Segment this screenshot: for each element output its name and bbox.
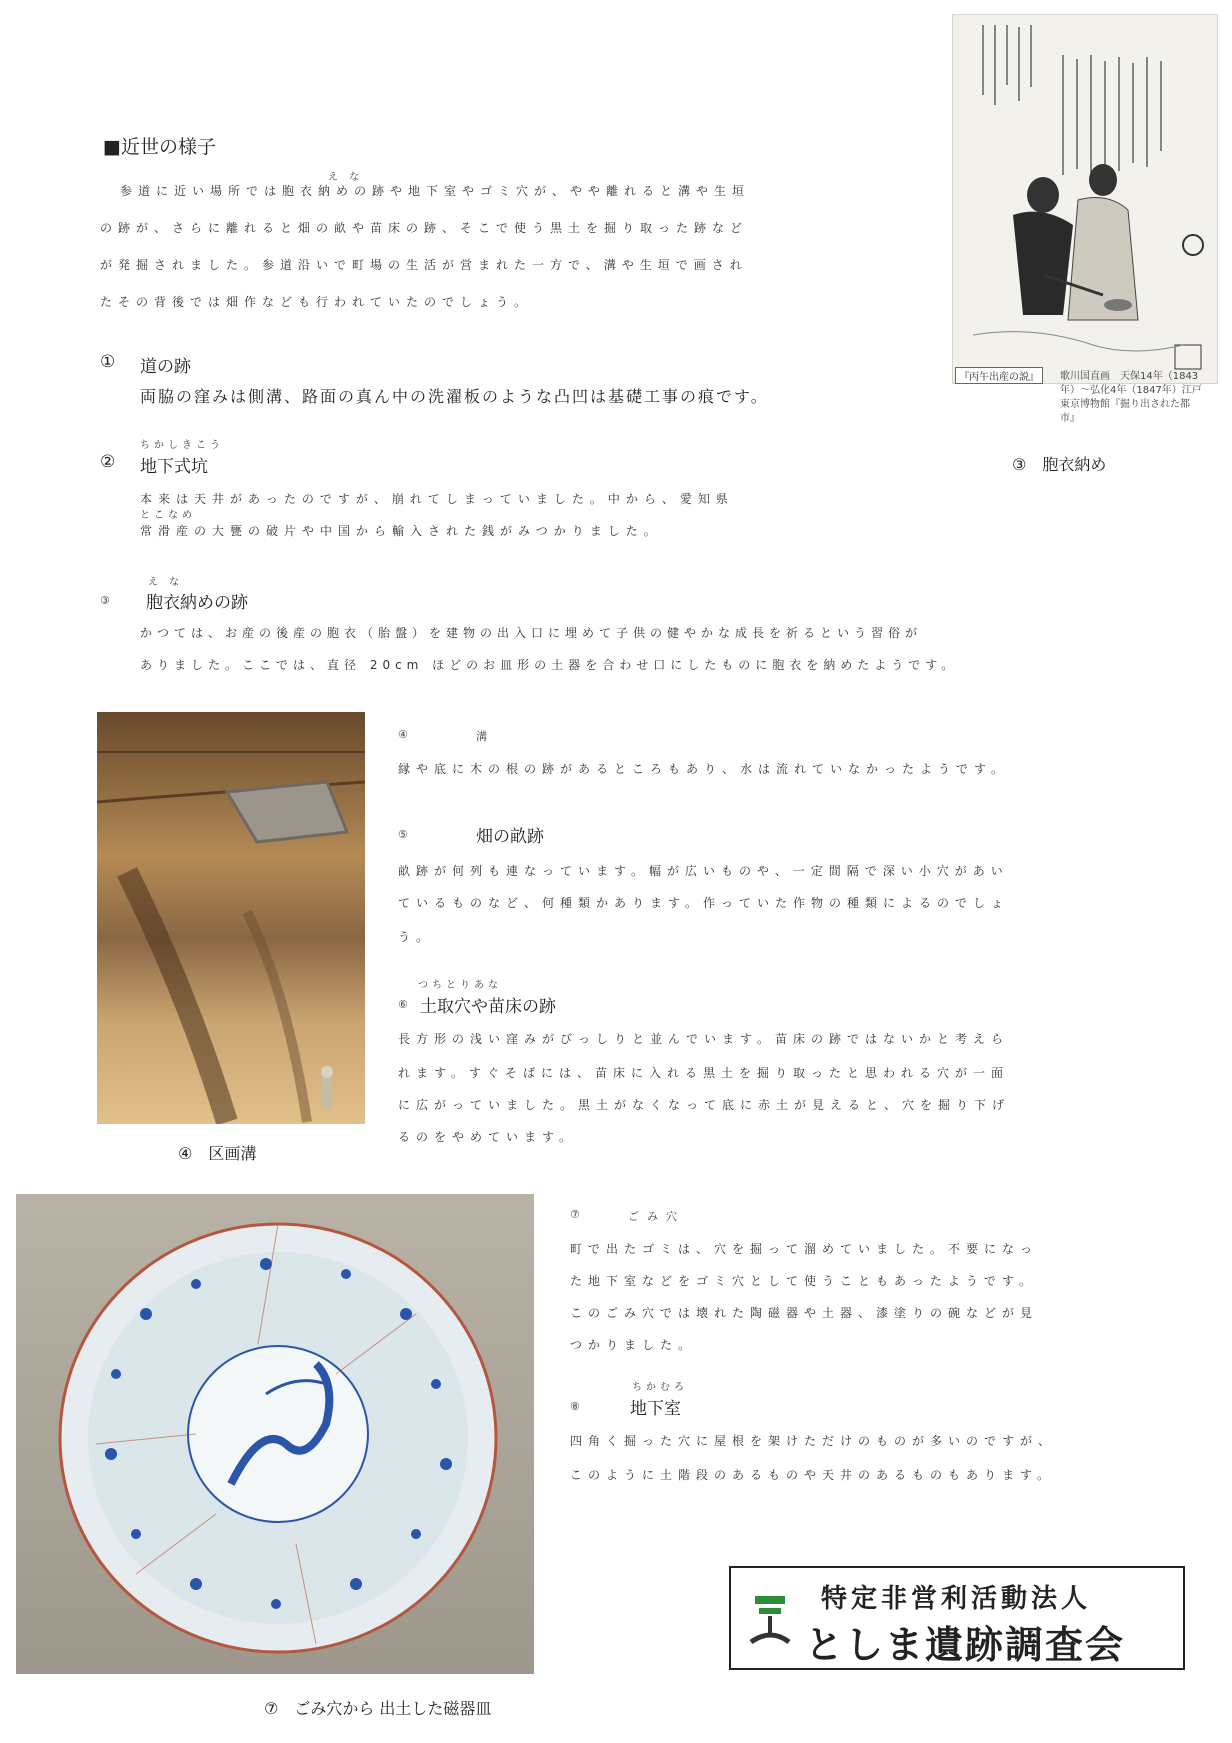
logo-line1: 特定非営利活動法人 (821, 1584, 1092, 1614)
item-number: ⑦ (570, 1208, 588, 1221)
item-text: るのをやめています。 (398, 1130, 578, 1144)
item-text: れます。すぐそばには、苗床に入れる黒土を掘り取ったと思われる穴が一面 (398, 1066, 1010, 1080)
item-ruby: つちとりあな (418, 980, 502, 991)
item-title: 胞衣納めの跡 (146, 593, 248, 613)
item-ruby: とこなめ (140, 510, 196, 521)
item-number: ⑥ (398, 998, 416, 1011)
credit-line: 年）～弘化4年（1847年）江戸 (1060, 385, 1202, 396)
item-ruby: ちかむろ (632, 1382, 688, 1393)
item-ruby: ちかしきこう (140, 440, 224, 451)
organization-emblem-icon (745, 1586, 795, 1652)
item-text: に広がっていました。黒土がなくなって底に赤土が見えると、穴を掘り下げ (398, 1098, 1011, 1112)
item-text: このごみ穴では壊れた陶磁器や土器、漆塗りの碗などが見 (570, 1306, 1039, 1320)
porcelain-bowl-drawing (16, 1194, 534, 1674)
item-text: 縁や底に木の根の跡があるところもあり、水は流れていなかったようです。 (398, 762, 1010, 776)
credit-line: 歌川国直画 天保14年（1843 (1060, 371, 1199, 382)
porcelain-bowl-photo (16, 1194, 534, 1674)
credit-line: 市』 (1060, 413, 1080, 424)
intro-line: 参道に近い場所では胞衣納めの跡や地下室やゴミ穴が、やや離れると溝や生垣 (120, 184, 751, 198)
item-text: た地下室などをゴミ穴として使うこともあったようです。 (570, 1274, 1037, 1288)
ukiyoe-illustration (952, 14, 1218, 384)
item-title: 溝 (476, 730, 495, 743)
item-title: ごみ穴 (628, 1210, 685, 1223)
intro-line: たその背後では畑作なども行われていたのでしょう。 (100, 295, 533, 309)
item-number: ④ (398, 728, 416, 741)
item-ruby: え な (148, 577, 184, 588)
item-title: 地下室 (630, 1399, 681, 1419)
item-text: ているものなど、何種類かあります。作っていた作物の種類によるのでしょ (398, 896, 1010, 910)
ukiyoe-credit (1060, 370, 1202, 426)
item-title: 道の跡 (140, 357, 191, 377)
ukiyoe-caption: ③ 胞衣納め (1012, 455, 1107, 474)
item-text: ありました。ここでは、直径 20cm ほどのお皿形の土器を合わせ口にしたものに胞衣を納めたようです。 (140, 658, 959, 672)
item-text: 常滑産の大甕の破片や中国から輸入された銭がみつかりました。 (140, 524, 662, 538)
item-text: 畝跡が何列も連なっています。幅が広いものや、一定間隔で深い小穴があい (398, 864, 1009, 878)
section-title: ■近世の様子 (103, 136, 216, 158)
item-text: 四角く掘った穴に屋根を架けただけのものが多いのですが、 (570, 1434, 1057, 1448)
bowl-photo-caption: ⑦ ごみ穴から 出土した磁器皿 (264, 1699, 492, 1718)
item-number: ① (100, 352, 116, 372)
ditch-photo-drawing (97, 712, 365, 1124)
item-text: う。 (398, 930, 435, 944)
ukiyoe-label: 『丙午出産の説』 (955, 367, 1043, 384)
item-text: かつては、お産の後産の胞衣（胎盤）を建物の出入口に埋めて子供の健やかな成長を祈るという習俗が (140, 626, 923, 640)
item-number: ③ (100, 594, 118, 607)
item-text: 本来は天井があったのですが、崩れてしまっていました。中から、愛知県 (140, 492, 734, 506)
ditch-photo-caption: ④ 区画溝 (178, 1144, 257, 1163)
ditch-photo (97, 712, 365, 1124)
item-title: 地下式坑 (140, 457, 208, 477)
item-text: 長方形の浅い窪みがびっしりと並んでいます。苗床の跡ではないかと考えら (398, 1032, 1010, 1046)
organization-logo (729, 1566, 1185, 1670)
item-title: 土取穴や苗床の跡 (420, 997, 556, 1017)
item-number: ⑤ (398, 828, 416, 841)
item-text: このように土階段のあるものや天井のあるものもあります。 (570, 1468, 1056, 1482)
item-number: ② (100, 452, 116, 472)
item-text: つかりました。 (570, 1338, 697, 1352)
intro-line: が発掘されました。参道沿いで町場の生活が営まれた一方で、溝や生垣で画され (100, 258, 748, 272)
ukiyoe-drawing (953, 15, 1217, 383)
item-number: ⑧ (570, 1400, 588, 1413)
intro-ruby: え な (328, 172, 364, 183)
logo-line2: としま遺跡調査会 (805, 1623, 1126, 1667)
credit-line: 東京博物館『掘り出された都 (1060, 399, 1190, 410)
item-title: 畑の畝跡 (476, 827, 544, 847)
item-text: 両脇の窪みは側溝、路面の真ん中の洗濯板のような凸凹は基礎工事の痕です。 (140, 387, 769, 406)
item-text: 町で出たゴミは、穴を掘って溜めていました。不要になっ (570, 1242, 1039, 1256)
intro-line: の跡が、さらに離れると畑の畝や苗床の跡、そこで使う黒土を掘り取った跡など (100, 221, 749, 235)
